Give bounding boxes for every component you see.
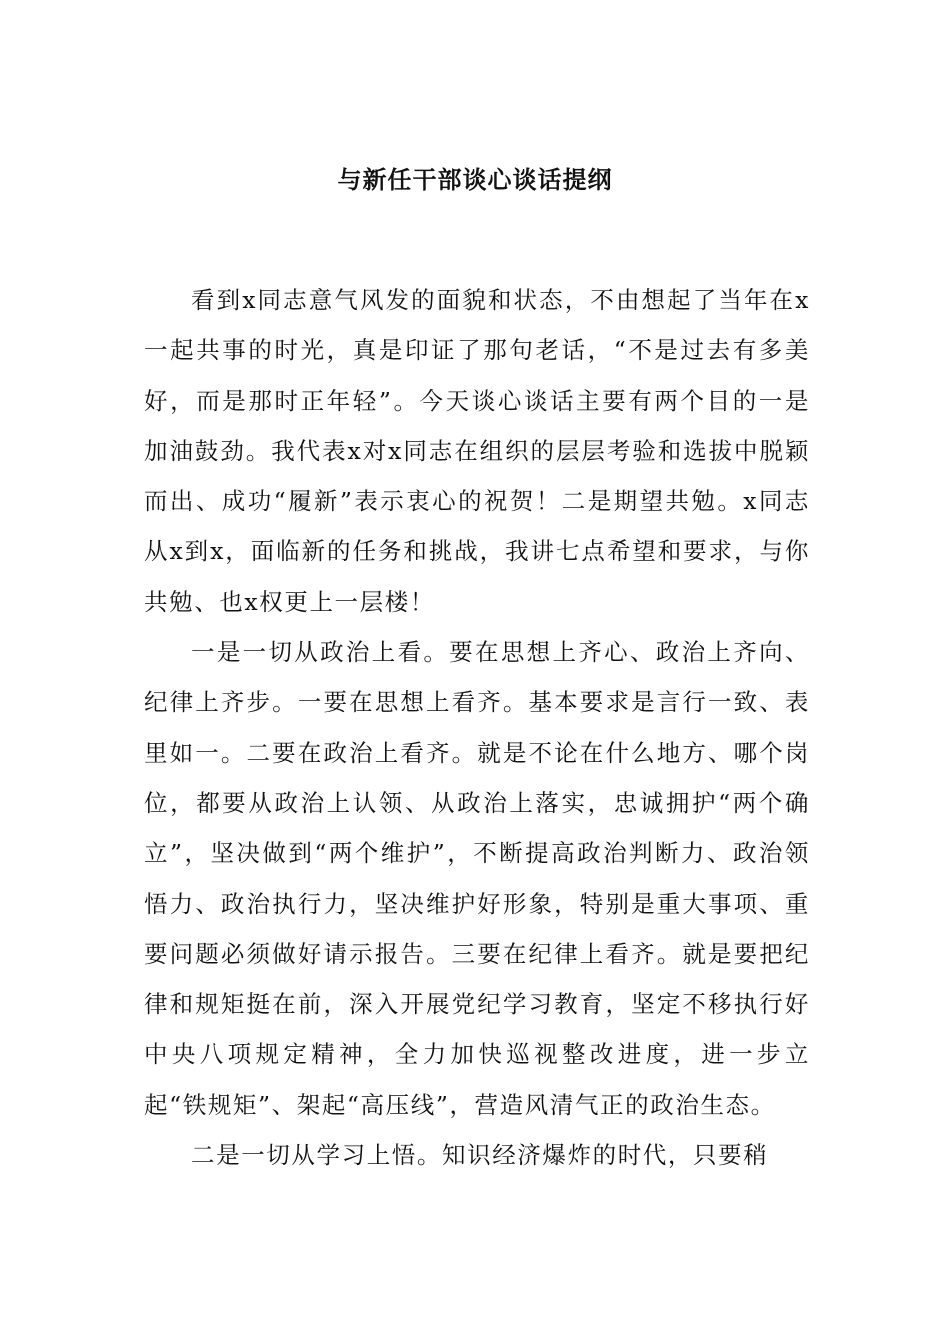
paragraph-intro: 看到x同志意气风发的面貌和状态，不由想起了当年在x一起共事的时光，真是印证了那句老话，“不是过去有多美好，而是那时正年轻”。今天谈心谈话主要有两个目的一是加油鼓劲。我代表x对x同志在组织的层层考验和选拔中脱颖而出、成功“履新”表示衷心的祝贺！二是期望共勉。x同志从x到x，面临新的任务和挑战，我讲七点希望和要求，与你共勉、也x权更上一层楼！ <box>144 286 810 616</box>
paragraph-point-two: 二是一切从学习上悟。知识经济爆炸的时代，只要稍 <box>191 1141 769 1170</box>
document-title: 与新任干部谈心谈话提纲 <box>337 165 613 194</box>
paragraph-point-one: 一是一切从政治上看。要在思想上齐心、政治上齐向、纪律上齐步。一要在思想上看齐。基本要求是言行一致、表里如一。二要在政治上看齐。就是不论在什么地方、哪个岗位，都要从政治上认领、从政治上落实，忠诚拥护“两个确立”，坚决做到“两个维护”，不断提高政治判断力、政治领悟力、政治执行力，坚决维护好形象，特别是重大事项、重要问题必须做好请示报告。三要在纪律上看齐。就是要把纪律和规矩挺在前，深入开展党纪学习教育，坚定不移执行好中央八项规定精神，全力加快巡视整改进度，进一步立起“铁规矩”、架起“高压线”，营造风清气正的政治生态。 <box>144 638 810 1119</box>
document-body <box>144 275 810 1180</box>
